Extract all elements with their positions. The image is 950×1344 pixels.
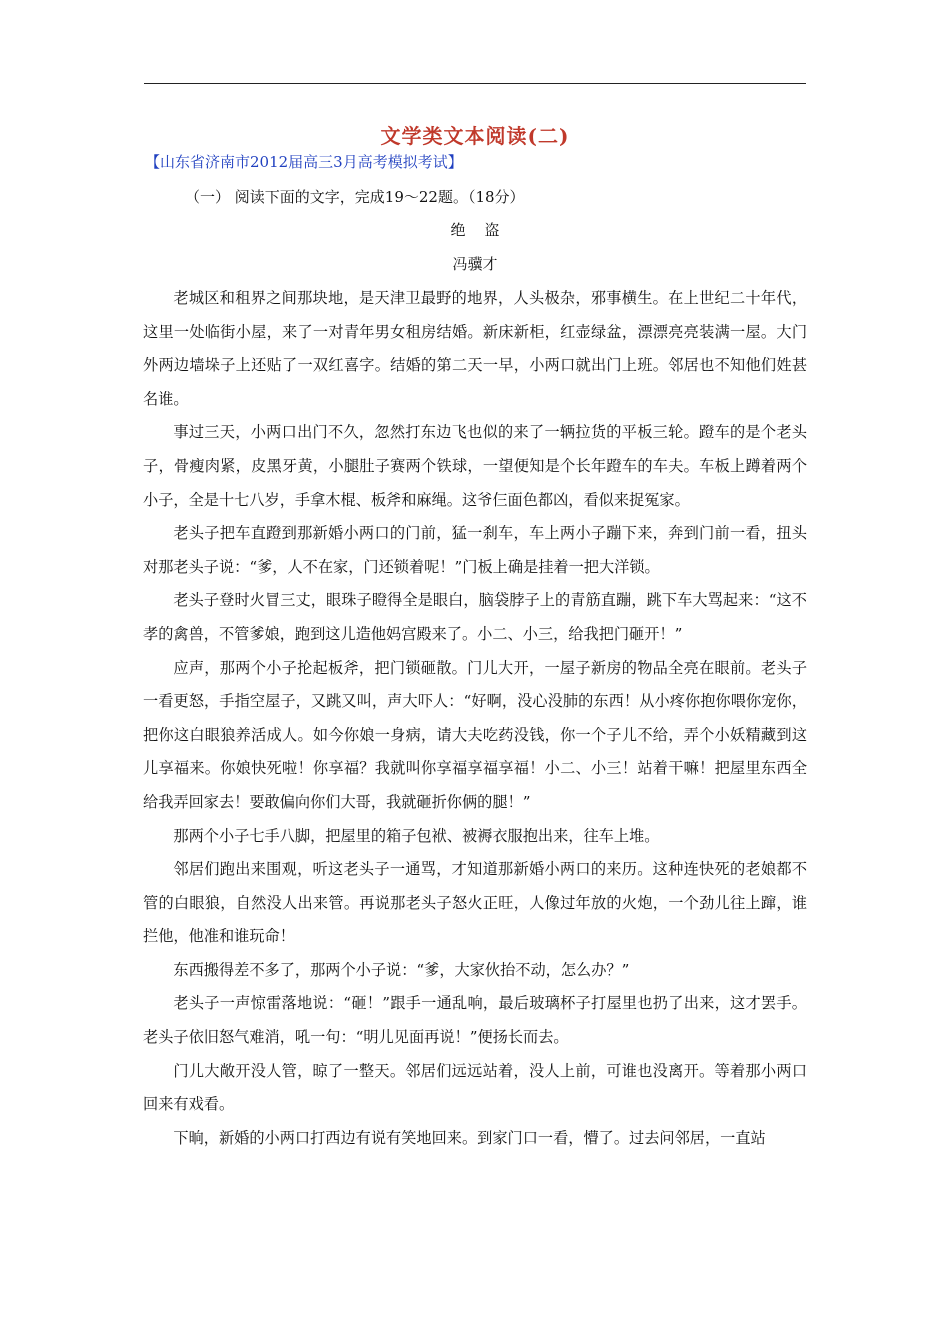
paragraph: 老头子把车直蹬到那新婚小两口的门前，猛一刹车，车上两小子蹦下来，奔到门前一看，扭头对那老头子说：“爹，人不在家，门还锁着呢！”门板上确是挂着一把大洋锁。 [143,524,807,576]
paragraph: 事过三天，小两口出门不久，忽然打东边飞也似的来了一辆拉货的平板三轮。蹬车的是个老头子，骨瘦肉紧，皮黑牙黄，小腿肚子赛两个铁球，一望便知是个长年蹬车的车夫。车板上蹲着两个小子，全是十七八岁，手拿木棍、板斧和麻绳。这爷仨面色都凶，看似来捉冤家。 [143,423,807,509]
page-title: 文学类文本阅读(二) [380,124,570,148]
story-author: 冯骥才 [452,255,498,273]
paragraph: 那两个小子七手八脚，把屋里的箱子包袱、被褥衣服抱出来，往车上堆。 [173,826,660,845]
paragraph: 邻居们跑出来围观，听这老头子一通骂，才知道那新婚小两口的来历。这种连快死的老娘都不管的白眼狼，自然没人出来管。再说那老头子怒火正旺，人像过年放的火炮，一个劲儿往上蹿，谁拦他，他准和谁玩命！ [143,860,807,946]
paragraph: 老城区和租界之间那块地，是天津卫最野的地界，人头极杂，邪事横生。在上世纪二十年代，这里一处临街小屋，来了一对青年男女租房结婚。新床新柜，红壶绿盆，漂漂亮亮装满一屋。大门外两边墙垛子上还贴了一双红喜字。结婚的第二天一早，小两口就出门上班。邻居也不知他们姓甚名谁。 [143,289,807,408]
paragraph: 应声，那两个小子抡起板斧，把门锁砸散。门儿大开，一屋子新房的物品全亮在眼前。老头子一看更怒，手指空屋子，又跳又叫，声大吓人：“好啊，没心没肺的东西！从小疼你抱你喂你宠你，把你这白眼狼养活成人。如今你娘一身病，请大夫吃药没钱，你一个子儿不给，弄个小妖精藏到这儿享福来。你娘快死啦！你享福？我就叫你享福享福享福！小二、小三！站着干嘛！把屋里东西全给我弄回家去！要敢偏向你们大哥，我就砸折你俩的腿！” [143,658,807,811]
story-body [143,282,807,1155]
paragraph: 门儿大敞开没人管，晾了一整天。邻居们远远站着，没人上前，可谁也没离开。等着那小两口回来有戏看。 [143,1061,807,1114]
source-note: 【山东省济南市2012届高三3月高考模拟考试】 [145,153,463,171]
story-title: 绝 盗 [450,221,500,239]
header-rule [144,83,806,84]
question-instruction: （一） 阅读下面的文字，完成19～22题。（18分） [185,188,525,206]
paragraph: 下晌，新婚的小两口打西边有说有笑地回来。到家门口一看，懵了。过去问邻居，一直站 [173,1128,766,1147]
paragraph: 东西搬得差不多了，那两个小子说：“爹，大家伙抬不动，怎么办？” [173,960,630,979]
paragraph: 老头子一声惊雷落地说：“砸！”跟手一通乱响，最后玻璃杯子打屋里也扔了出来，这才罢手。老头子依旧怒气难消，吼一句：“明儿见面再说！”便扬长而去。 [143,994,807,1047]
paragraph: 老头子登时火冒三丈，眼珠子瞪得全是眼白，脑袋脖子上的青筋直蹦，跳下车大骂起来：“这不孝的禽兽，不管爹娘，跑到这儿造他妈宫殿来了。小二、小三，给我把门砸开！” [143,591,807,643]
